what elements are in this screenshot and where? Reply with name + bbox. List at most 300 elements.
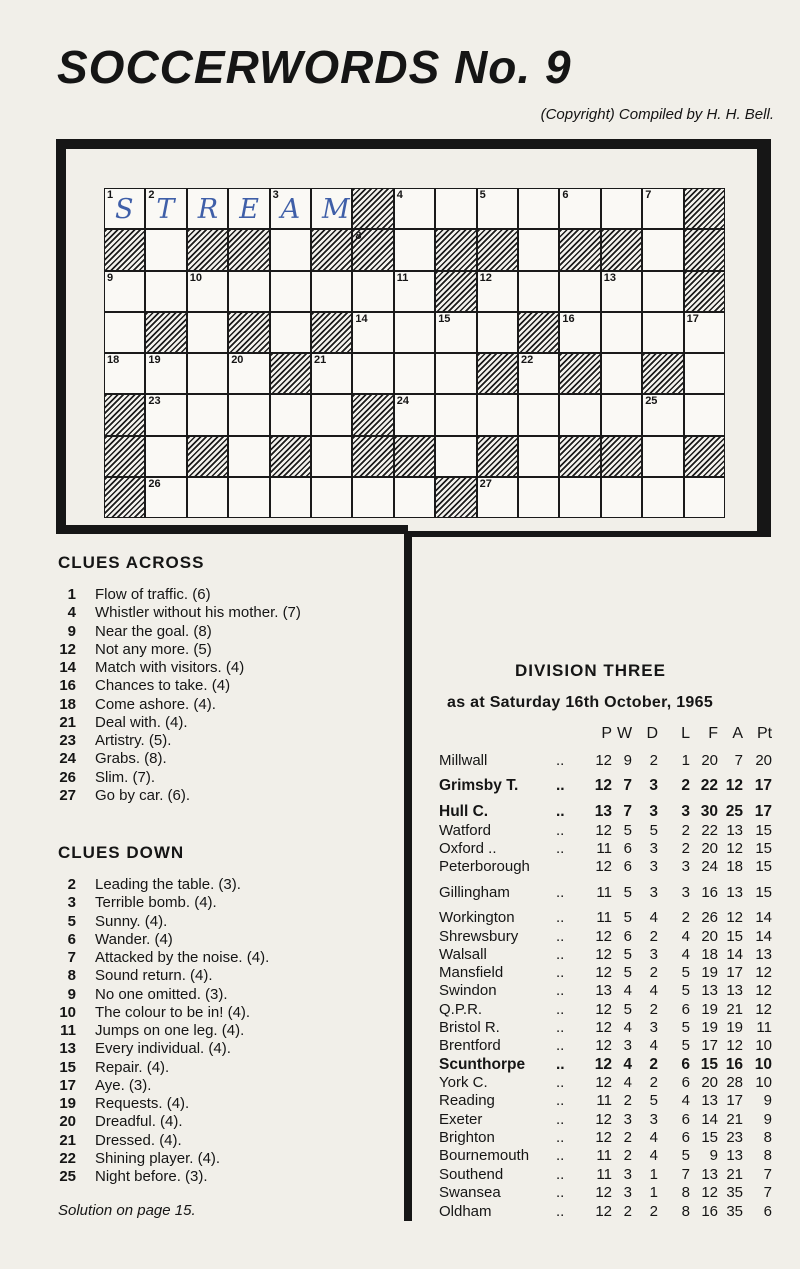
table-row xyxy=(439,1166,779,1184)
table-cell: 6 xyxy=(681,1129,690,1146)
table-cell: 12 xyxy=(595,1203,612,1220)
table-cell: 13 xyxy=(595,982,612,999)
table-cell: 2 xyxy=(649,752,658,769)
clue-item xyxy=(56,931,401,949)
crossword-cell[interactable] xyxy=(104,353,145,394)
crossword-cell[interactable] xyxy=(145,436,186,477)
clue-number: 15 xyxy=(59,1058,76,1076)
clue-text: Wander. (4) xyxy=(95,930,173,948)
table-cell: 18 xyxy=(701,946,718,963)
pencil-letter: S xyxy=(115,194,134,225)
crossword-cell[interactable] xyxy=(352,271,393,312)
crossword-cell[interactable] xyxy=(642,312,683,353)
team-name: Brentford xyxy=(439,1037,501,1054)
solution-note: Solution on page 15. xyxy=(58,1202,196,1219)
crossword-cell[interactable] xyxy=(559,394,600,435)
team-name: Swansea xyxy=(439,1184,501,1201)
crossword-cell[interactable] xyxy=(187,312,228,353)
table-cell: 2 xyxy=(623,1129,632,1146)
table-cell: 5 xyxy=(681,1019,690,1036)
clue-number: 9 xyxy=(67,985,76,1003)
table-cell: 24 xyxy=(701,858,718,875)
clue-item xyxy=(56,949,401,967)
crossword-cell[interactable] xyxy=(270,188,311,229)
crossword-cell[interactable] xyxy=(187,477,228,518)
crossword-cell[interactable] xyxy=(559,312,600,353)
crossword-cell[interactable] xyxy=(518,271,559,312)
crossword-cell[interactable] xyxy=(477,271,518,312)
crossword-cell[interactable] xyxy=(435,312,476,353)
clue-text: Repair. (4). xyxy=(95,1058,170,1076)
crossword-black-cell xyxy=(435,271,476,312)
cell-number: 5 xyxy=(479,189,486,201)
table-cell: 4 xyxy=(681,1092,690,1109)
crossword-cell[interactable] xyxy=(477,477,518,518)
crossword-cell[interactable] xyxy=(684,477,725,518)
crossword-cell[interactable] xyxy=(601,394,642,435)
crossword-cell[interactable] xyxy=(104,188,145,229)
clues-across-heading: CLUES ACROSS xyxy=(58,553,205,572)
clue-item xyxy=(56,1004,401,1022)
crossword-cell[interactable] xyxy=(145,271,186,312)
crossword-cell[interactable] xyxy=(394,271,435,312)
table-title: DIVISION THREE xyxy=(515,661,666,680)
table-cell: 2 xyxy=(649,1074,658,1091)
table-cell: 13 xyxy=(701,982,718,999)
table-cell: 20 xyxy=(755,752,772,769)
crossword-black-cell xyxy=(684,229,725,270)
crossword-cell[interactable] xyxy=(187,188,228,229)
team-name: Reading xyxy=(439,1092,495,1109)
crossword-black-cell xyxy=(311,312,352,353)
crossword-cell[interactable] xyxy=(311,188,352,229)
crossword-cell[interactable] xyxy=(601,353,642,394)
table-cell: 15 xyxy=(726,928,743,945)
table-cell: 11 xyxy=(596,884,612,901)
crossword-cell[interactable] xyxy=(311,394,352,435)
crossword-cell[interactable] xyxy=(518,353,559,394)
table-cell: 5 xyxy=(623,1001,632,1018)
crossword-black-cell xyxy=(601,436,642,477)
crossword-black-cell xyxy=(518,312,559,353)
clue-text: Requests. (4). xyxy=(95,1095,190,1112)
clue-number: 11 xyxy=(60,1022,76,1039)
crossword-black-cell xyxy=(559,229,600,270)
crossword-cell[interactable] xyxy=(642,477,683,518)
team-name: Oxford .. xyxy=(439,840,497,857)
crossword-black-cell xyxy=(684,188,725,229)
table-cell: 6 xyxy=(763,1203,772,1220)
crossword-black-cell xyxy=(104,394,145,435)
crossword-cell[interactable] xyxy=(394,477,435,518)
crossword-black-cell xyxy=(352,436,393,477)
crossword-cell[interactable] xyxy=(684,353,725,394)
table-cell: 21 xyxy=(726,1111,743,1128)
clue-number: 24 xyxy=(59,750,76,768)
table-cell: 7 xyxy=(763,1166,772,1183)
leader-dots: .. xyxy=(556,1092,565,1109)
crossword-cell[interactable] xyxy=(394,229,435,270)
clue-number: 7 xyxy=(67,949,76,966)
crossword-cell[interactable] xyxy=(518,229,559,270)
clue-number: 1 xyxy=(67,586,76,603)
leader-dots: .. xyxy=(556,1129,565,1146)
table-cell: 14 xyxy=(755,909,772,926)
table-cell: 3 xyxy=(649,858,658,875)
clue-number: 3 xyxy=(67,894,76,912)
clue-text: Dressed. (4). xyxy=(95,1131,182,1149)
clue-item xyxy=(56,769,401,787)
table-row xyxy=(439,1147,779,1165)
cell-number: 10 xyxy=(189,271,203,284)
crossword-cell[interactable] xyxy=(601,271,642,312)
crossword-cell[interactable] xyxy=(642,229,683,270)
crossword-cell[interactable] xyxy=(601,188,642,229)
crossword-cell[interactable] xyxy=(228,188,269,229)
table-cell: 13 xyxy=(726,822,743,839)
table-cell: 16 xyxy=(701,1203,718,1220)
clue-number: 17 xyxy=(59,1076,76,1094)
cell-number: 22 xyxy=(521,354,534,366)
crossword-black-cell xyxy=(187,436,228,477)
table-cell: 6 xyxy=(681,1056,690,1073)
table-cell: 9 xyxy=(763,1092,772,1109)
table-row xyxy=(439,1129,779,1147)
table-cell: 3 xyxy=(649,777,658,794)
table-cell: 4 xyxy=(623,982,632,999)
cell-number: 17 xyxy=(686,312,699,325)
clue-text: Flow of traffic. (6) xyxy=(95,586,211,603)
clue-item xyxy=(56,1132,401,1150)
clue-number: 18 xyxy=(59,695,76,713)
crossword-black-cell xyxy=(352,394,393,435)
leader-dots: .. xyxy=(556,840,565,857)
table-cell: 2 xyxy=(681,909,690,926)
clue-text: Attacked by the noise. (4). xyxy=(95,949,270,966)
table-cell: 19 xyxy=(726,1019,743,1036)
table-cell: 19 xyxy=(701,964,718,981)
clue-item xyxy=(56,1150,401,1168)
table-cell: 21 xyxy=(726,1001,743,1018)
clues-down-heading: CLUES DOWN xyxy=(58,843,185,862)
crossword-cell[interactable] xyxy=(518,188,559,229)
table-cell: 19 xyxy=(701,1019,718,1036)
crossword-cell[interactable] xyxy=(145,477,186,518)
table-cell: 2 xyxy=(649,1001,658,1018)
table-cell: 12 xyxy=(595,964,612,981)
crossword-cell[interactable] xyxy=(559,188,600,229)
table-cell: 14 xyxy=(755,928,772,945)
crossword-cell[interactable] xyxy=(352,353,393,394)
crossword-cell[interactable] xyxy=(642,271,683,312)
crossword-cell[interactable] xyxy=(642,436,683,477)
table-cell: 12 xyxy=(595,822,612,839)
table-cell: 4 xyxy=(649,1129,658,1146)
leader-dots: .. xyxy=(556,909,565,926)
crossword-cell[interactable] xyxy=(435,394,476,435)
crossword-cell[interactable] xyxy=(642,394,683,435)
clue-text: Go by car. (6). xyxy=(95,786,191,804)
clue-item xyxy=(56,1168,401,1186)
clue-number: 2 xyxy=(67,876,76,893)
clue-item xyxy=(56,1040,401,1058)
table-cell: 17 xyxy=(754,803,772,820)
table-cell: 2 xyxy=(681,822,690,839)
crossword-cell[interactable] xyxy=(518,394,559,435)
table-cell: 4 xyxy=(623,1056,632,1073)
pencil-letter: R xyxy=(197,194,219,225)
table-row xyxy=(439,803,779,821)
crossword-cell[interactable] xyxy=(435,188,476,229)
team-name: Grimsby T. xyxy=(439,777,519,794)
clue-text: Chances to take. (4) xyxy=(95,677,231,695)
crossword-black-cell xyxy=(684,436,725,477)
crossword-cell[interactable] xyxy=(311,353,352,394)
crossword-cell[interactable] xyxy=(187,394,228,435)
clue-number: 23 xyxy=(59,732,76,749)
table-cell: 10 xyxy=(754,1056,772,1073)
cell-number: 3 xyxy=(272,189,279,201)
leader-dots: .. xyxy=(556,1056,565,1073)
clue-item xyxy=(56,659,401,677)
crossword-black-cell xyxy=(601,229,642,270)
clue-number: 19 xyxy=(59,1095,76,1112)
clue-item xyxy=(56,876,401,894)
table-cell: 5 xyxy=(623,964,632,981)
table-cell: 30 xyxy=(700,803,718,820)
table-cell: 5 xyxy=(649,822,658,839)
cell-number: 4 xyxy=(396,189,403,201)
leader-dots: .. xyxy=(556,946,565,963)
cell-number: 2 xyxy=(148,189,155,201)
cell-number: 9 xyxy=(107,271,114,284)
team-name: Watford xyxy=(439,822,491,839)
table-cell: 14 xyxy=(726,946,743,963)
clue-number: 9 xyxy=(67,622,76,640)
crossword-black-cell xyxy=(228,312,269,353)
crossword-cell[interactable] xyxy=(477,188,518,229)
table-cell: 3 xyxy=(649,1019,658,1036)
leader-dots: .. xyxy=(556,1019,565,1036)
clue-text: Grabs. (8). xyxy=(95,750,167,768)
clue-item xyxy=(56,986,401,1004)
crossword-cell[interactable] xyxy=(311,477,352,518)
clue-number: 22 xyxy=(59,1149,76,1167)
crossword-cell[interactable] xyxy=(559,271,600,312)
table-row xyxy=(439,1092,779,1110)
table-cell: 11 xyxy=(596,1092,612,1109)
cell-number: 13 xyxy=(603,271,617,284)
crossword-cell[interactable] xyxy=(518,477,559,518)
table-cell: 12 xyxy=(595,858,612,875)
cell-number: 20 xyxy=(231,354,244,366)
crossword-cell[interactable] xyxy=(228,353,269,394)
table-cell: 12 xyxy=(595,1184,612,1201)
leader-dots: .. xyxy=(556,964,565,981)
clue-item xyxy=(56,787,401,805)
pencil-letter: E xyxy=(239,194,259,225)
column-divider xyxy=(404,531,412,1221)
crossword-cell[interactable] xyxy=(270,477,311,518)
table-column-header: W xyxy=(617,725,633,742)
clue-text: Slim. (7). xyxy=(95,768,155,786)
crossword-cell[interactable] xyxy=(435,353,476,394)
table-cell: 8 xyxy=(681,1184,690,1201)
table-cell: 1 xyxy=(681,752,690,769)
table-cell: 7 xyxy=(623,803,632,820)
crossword-cell[interactable] xyxy=(270,312,311,353)
cell-number: 16 xyxy=(562,312,575,325)
crossword-black-cell xyxy=(642,353,683,394)
table-cell: 9 xyxy=(623,752,632,769)
crossword-cell[interactable] xyxy=(228,271,269,312)
table-cell: 5 xyxy=(681,964,690,981)
crossword-cell[interactable] xyxy=(559,477,600,518)
crossword-black-cell xyxy=(477,229,518,270)
crossword-black-cell xyxy=(352,229,393,270)
table-cell: 12 xyxy=(595,1074,612,1091)
crossword-cell[interactable] xyxy=(228,436,269,477)
crossword-cell[interactable] xyxy=(145,229,186,270)
crossword-black-cell xyxy=(435,477,476,518)
crossword-cell[interactable] xyxy=(352,477,393,518)
crossword-cell[interactable] xyxy=(270,271,311,312)
clue-item xyxy=(56,967,401,985)
crossword-cell[interactable] xyxy=(518,436,559,477)
crossword-cell[interactable] xyxy=(477,394,518,435)
crossword-cell[interactable] xyxy=(311,436,352,477)
crossword-cell[interactable] xyxy=(601,312,642,353)
crossword-cell[interactable] xyxy=(394,188,435,229)
crossword-cell[interactable] xyxy=(145,353,186,394)
crossword-cell[interactable] xyxy=(684,394,725,435)
table-cell: 5 xyxy=(623,822,632,839)
crossword-cell[interactable] xyxy=(270,229,311,270)
table-cell: 13 xyxy=(701,1092,718,1109)
table-row xyxy=(439,946,779,964)
crossword-cell[interactable] xyxy=(394,312,435,353)
crossword-cell[interactable] xyxy=(228,477,269,518)
table-cell: 15 xyxy=(755,840,772,857)
table-column-header: Pt xyxy=(757,725,773,742)
table-cell: 12 xyxy=(595,1019,612,1036)
crossword-cell[interactable] xyxy=(642,188,683,229)
table-row xyxy=(439,1203,779,1221)
cell-number: 14 xyxy=(355,312,368,325)
table-cell: 12 xyxy=(595,1129,612,1146)
clue-item xyxy=(56,586,401,604)
table-row xyxy=(439,1019,779,1037)
crossword-grid xyxy=(104,188,725,518)
team-name: Hull C. xyxy=(439,803,489,820)
table-cell: 13 xyxy=(726,884,743,901)
table-cell: 20 xyxy=(701,840,718,857)
team-name: Bournemouth xyxy=(439,1147,530,1164)
leader-dots: .. xyxy=(556,777,565,794)
table-cell: 12 xyxy=(701,1184,718,1201)
table-cell: 4 xyxy=(649,982,658,999)
team-name: Workington xyxy=(439,909,515,926)
leader-dots: .. xyxy=(556,1184,565,1201)
crossword-cell[interactable] xyxy=(311,271,352,312)
table-cell: 1 xyxy=(649,1184,658,1201)
crossword-cell[interactable] xyxy=(187,271,228,312)
table-cell: 13 xyxy=(726,1147,743,1164)
crossword-cell[interactable] xyxy=(104,312,145,353)
table-cell: 2 xyxy=(649,964,658,981)
table-cell: 11 xyxy=(596,1147,612,1164)
table-cell: 7 xyxy=(681,1166,690,1183)
crossword-cell[interactable] xyxy=(601,477,642,518)
cell-number: 23 xyxy=(148,395,161,408)
table-cell: 11 xyxy=(596,840,612,857)
clues-down-list xyxy=(56,876,401,1186)
table-cell: 2 xyxy=(623,1147,632,1164)
crossword-cell[interactable] xyxy=(104,271,145,312)
clue-text: Near the goal. (8) xyxy=(95,622,212,640)
table-cell: 12 xyxy=(595,946,612,963)
table-cell: 3 xyxy=(649,840,658,857)
table-row xyxy=(439,928,779,946)
table-cell: 12 xyxy=(725,777,743,794)
team-name: Brighton xyxy=(439,1129,495,1146)
pencil-letter: A xyxy=(280,194,301,225)
table-row xyxy=(439,1037,779,1055)
table-cell: 7 xyxy=(623,777,632,794)
table-cell: 5 xyxy=(623,884,632,901)
table-cell: 2 xyxy=(649,928,658,945)
table-cell: 26 xyxy=(701,909,718,926)
table-cell: 2 xyxy=(623,1203,632,1220)
table-cell: 12 xyxy=(595,752,612,769)
team-name: Mansfield xyxy=(439,964,504,981)
table-row xyxy=(439,909,779,927)
table-cell: 5 xyxy=(681,982,690,999)
leader-dots: .. xyxy=(556,1147,565,1164)
crossword-cell[interactable] xyxy=(270,394,311,435)
clue-number: 25 xyxy=(59,1168,76,1185)
crossword-cell[interactable] xyxy=(187,353,228,394)
crossword-cell[interactable] xyxy=(684,312,725,353)
table-cell: 3 xyxy=(623,1111,632,1128)
table-cell: 15 xyxy=(700,1056,718,1073)
table-cell: 2 xyxy=(649,1203,658,1220)
crossword-black-cell xyxy=(559,436,600,477)
crossword-cell[interactable] xyxy=(352,312,393,353)
table-cell: 9 xyxy=(709,1147,718,1164)
clue-number: 10 xyxy=(59,1003,76,1021)
crossword-cell[interactable] xyxy=(145,394,186,435)
table-cell: 17 xyxy=(726,964,743,981)
crossword-cell[interactable] xyxy=(435,436,476,477)
crossword-cell[interactable] xyxy=(394,394,435,435)
table-cell: 16 xyxy=(701,884,718,901)
cell-number: 1 xyxy=(107,189,114,201)
crossword-cell[interactable] xyxy=(228,394,269,435)
clue-text: Dreadful. (4). xyxy=(95,1113,183,1131)
crossword-black-cell xyxy=(394,436,435,477)
table-cell: 2 xyxy=(681,840,690,857)
crossword-cell[interactable] xyxy=(394,353,435,394)
table-cell: 12 xyxy=(726,840,743,857)
table-row xyxy=(439,1184,779,1202)
table-subtitle: as at Saturday 16th October, 1965 xyxy=(447,694,714,711)
table-cell: 35 xyxy=(726,1203,743,1220)
leader-dots: .. xyxy=(556,803,565,820)
crossword-cell[interactable] xyxy=(145,188,186,229)
crossword-cell[interactable] xyxy=(477,312,518,353)
clue-text: No one omitted. (3). xyxy=(95,985,228,1003)
